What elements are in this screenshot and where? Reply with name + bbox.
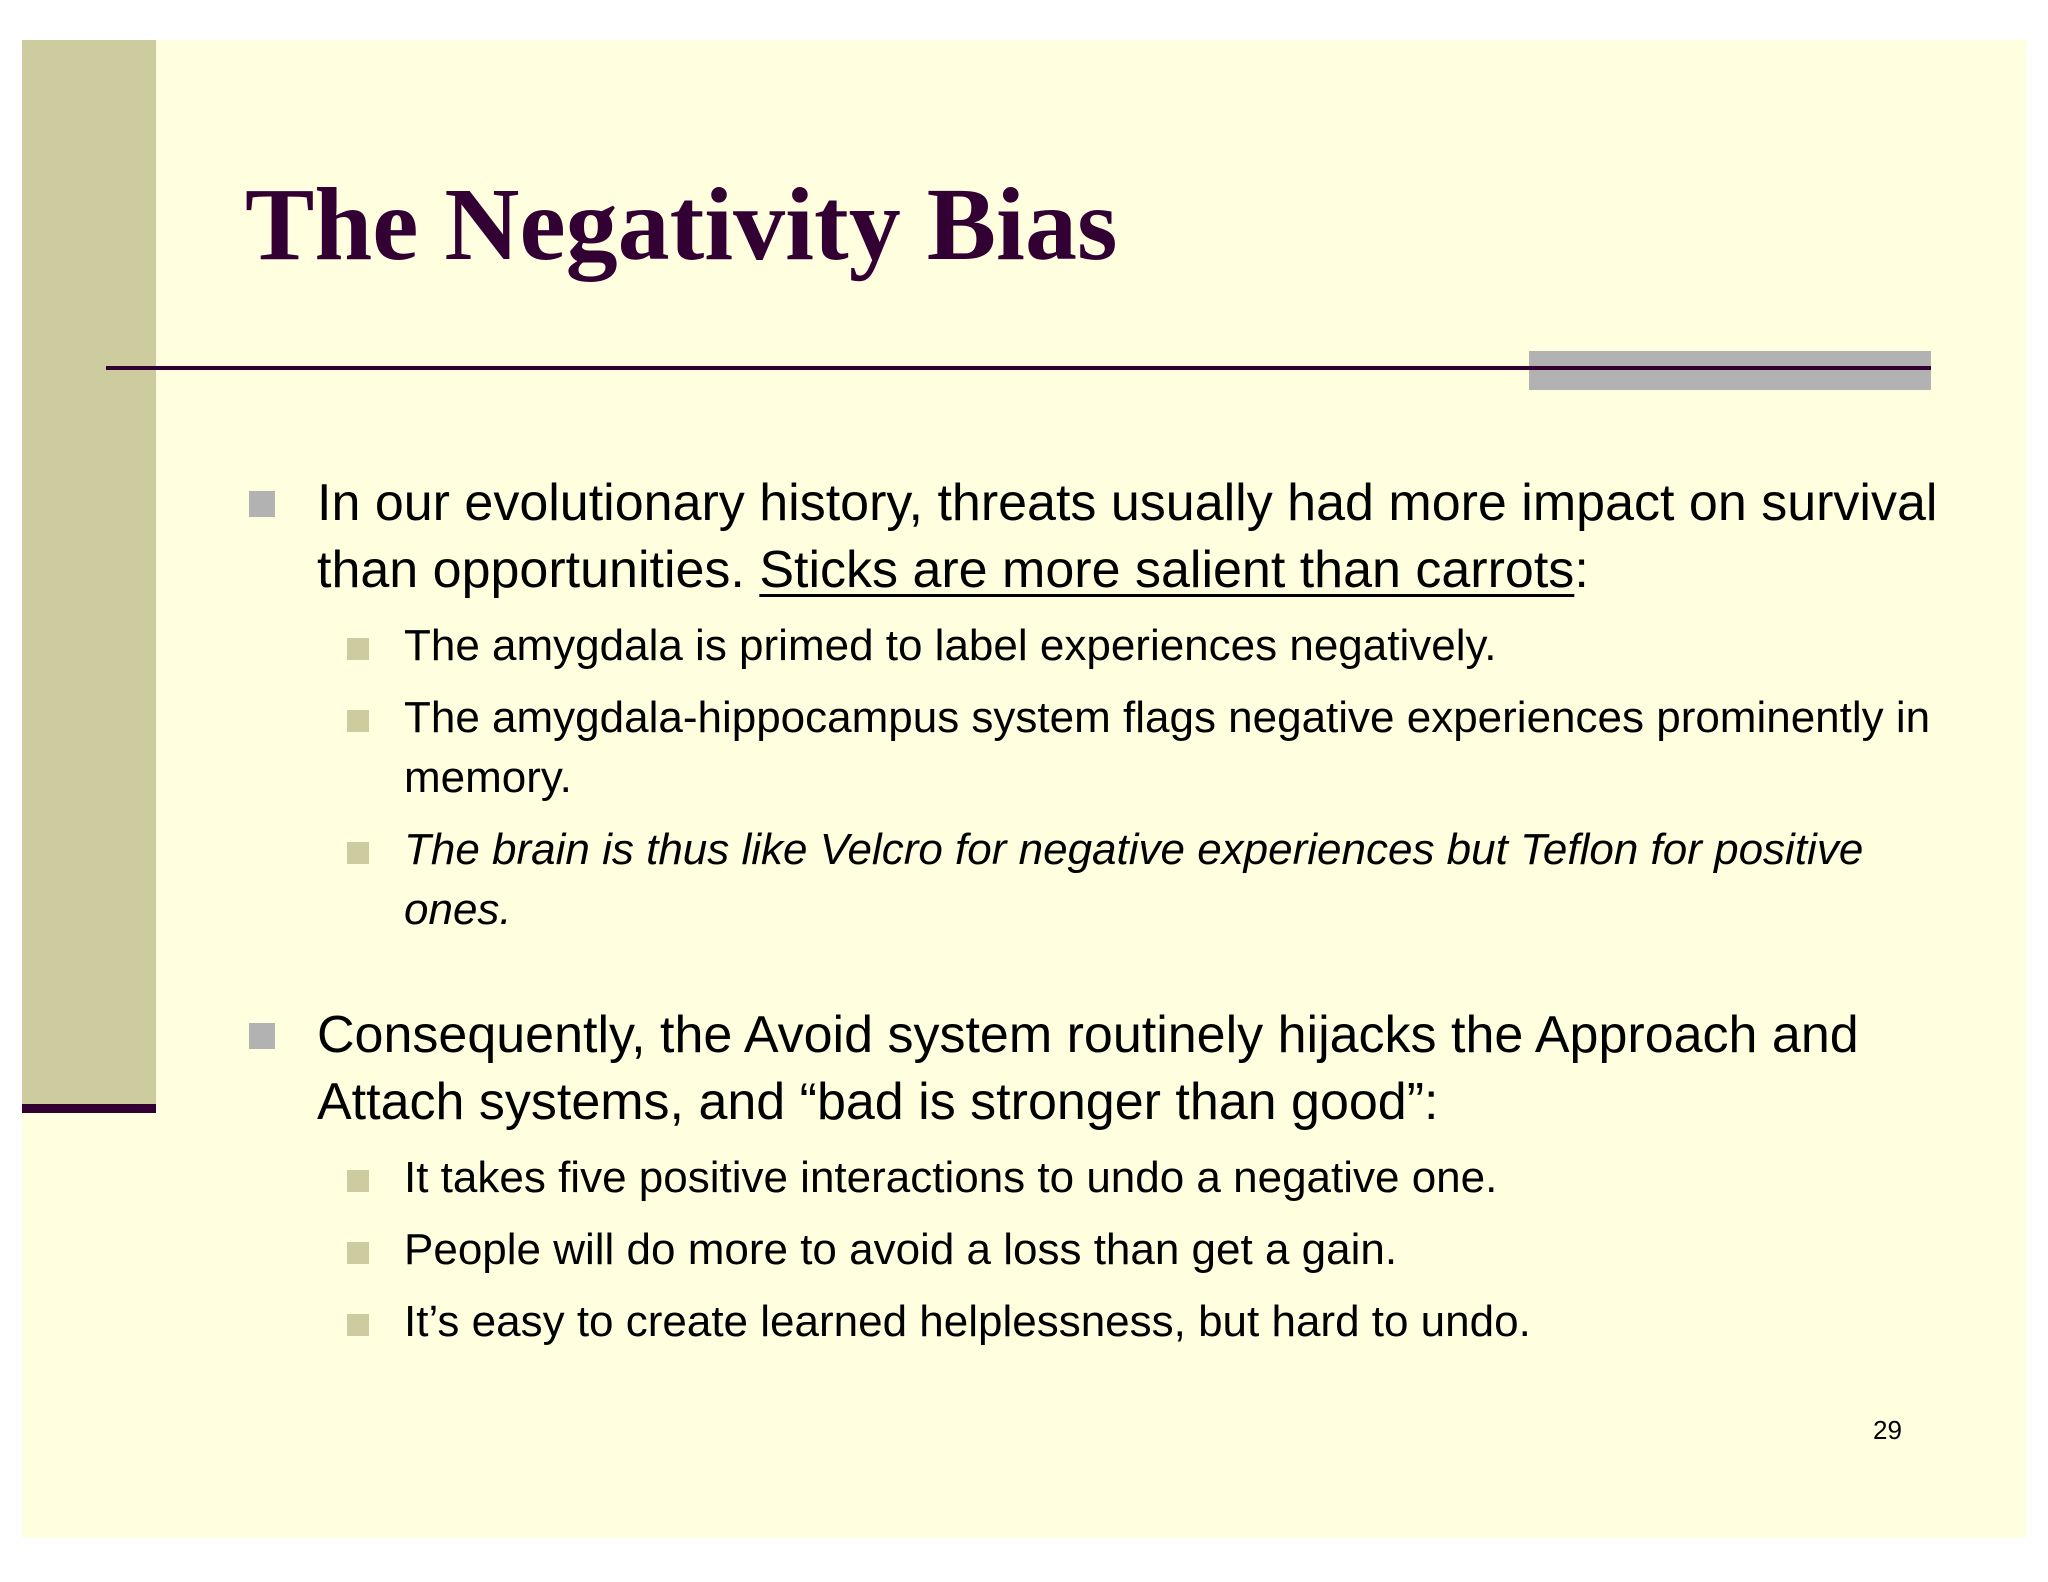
sub-bullet-text: It takes five positive interactions to undo a negative one. bbox=[404, 1153, 1498, 1202]
sub-bullet-item bbox=[317, 1292, 1945, 1352]
sub-bullet-text: It’s easy to create learned helplessness, but hard to undo. bbox=[404, 1297, 1531, 1346]
page-number: 29 bbox=[1873, 1415, 1902, 1445]
slide bbox=[22, 40, 2026, 1538]
square-bullet-icon bbox=[347, 638, 369, 660]
square-bullet-icon bbox=[347, 1242, 369, 1264]
square-bullet-icon bbox=[347, 710, 369, 732]
square-bullet-icon bbox=[249, 1023, 275, 1049]
bullet-text: In our evolutionary history, threats usually had more impact on survival than opportunities. bbox=[317, 474, 1938, 599]
square-bullet-icon bbox=[347, 842, 369, 864]
bullet-item bbox=[245, 470, 1945, 604]
square-bullet-icon bbox=[347, 1170, 369, 1192]
sub-bullet-item bbox=[317, 688, 1945, 808]
bullet-item bbox=[245, 1002, 1945, 1136]
side-accent-bar bbox=[22, 40, 156, 1110]
sub-bullet-text: People will do more to avoid a loss than get a gain. bbox=[404, 1225, 1398, 1274]
square-bullet-icon bbox=[347, 1314, 369, 1336]
slide-body bbox=[245, 470, 1945, 1352]
bullet-text-suffix: : bbox=[1574, 541, 1589, 599]
square-bullet-icon bbox=[249, 491, 275, 517]
title-rule-accent-block bbox=[1529, 351, 1931, 390]
sub-bullet-item bbox=[317, 820, 1945, 940]
title-rule bbox=[106, 366, 1931, 370]
bullet-text-underlined: Sticks are more salient than carrots bbox=[759, 541, 1575, 599]
slide-title: The Negativity Bias bbox=[245, 167, 1118, 282]
bullet-text: Consequently, the Avoid system routinely hijacks the Approach and Attach systems, and “bad is stronger than good”: bbox=[317, 1006, 1859, 1131]
side-accent-rule bbox=[22, 1104, 156, 1113]
sub-bullet-text: The amygdala is primed to label experiences negatively. bbox=[404, 621, 1497, 670]
sub-bullet-item bbox=[317, 1148, 1945, 1208]
sub-bullet-text: The brain is thus like Velcro for negative experiences but Teflon for positive ones. bbox=[404, 825, 1864, 934]
sub-bullet-text: The amygdala-hippocampus system flags negative experiences prominently in memory. bbox=[404, 693, 1931, 802]
sub-bullet-item bbox=[317, 1220, 1945, 1280]
sub-bullet-item bbox=[317, 616, 1945, 676]
